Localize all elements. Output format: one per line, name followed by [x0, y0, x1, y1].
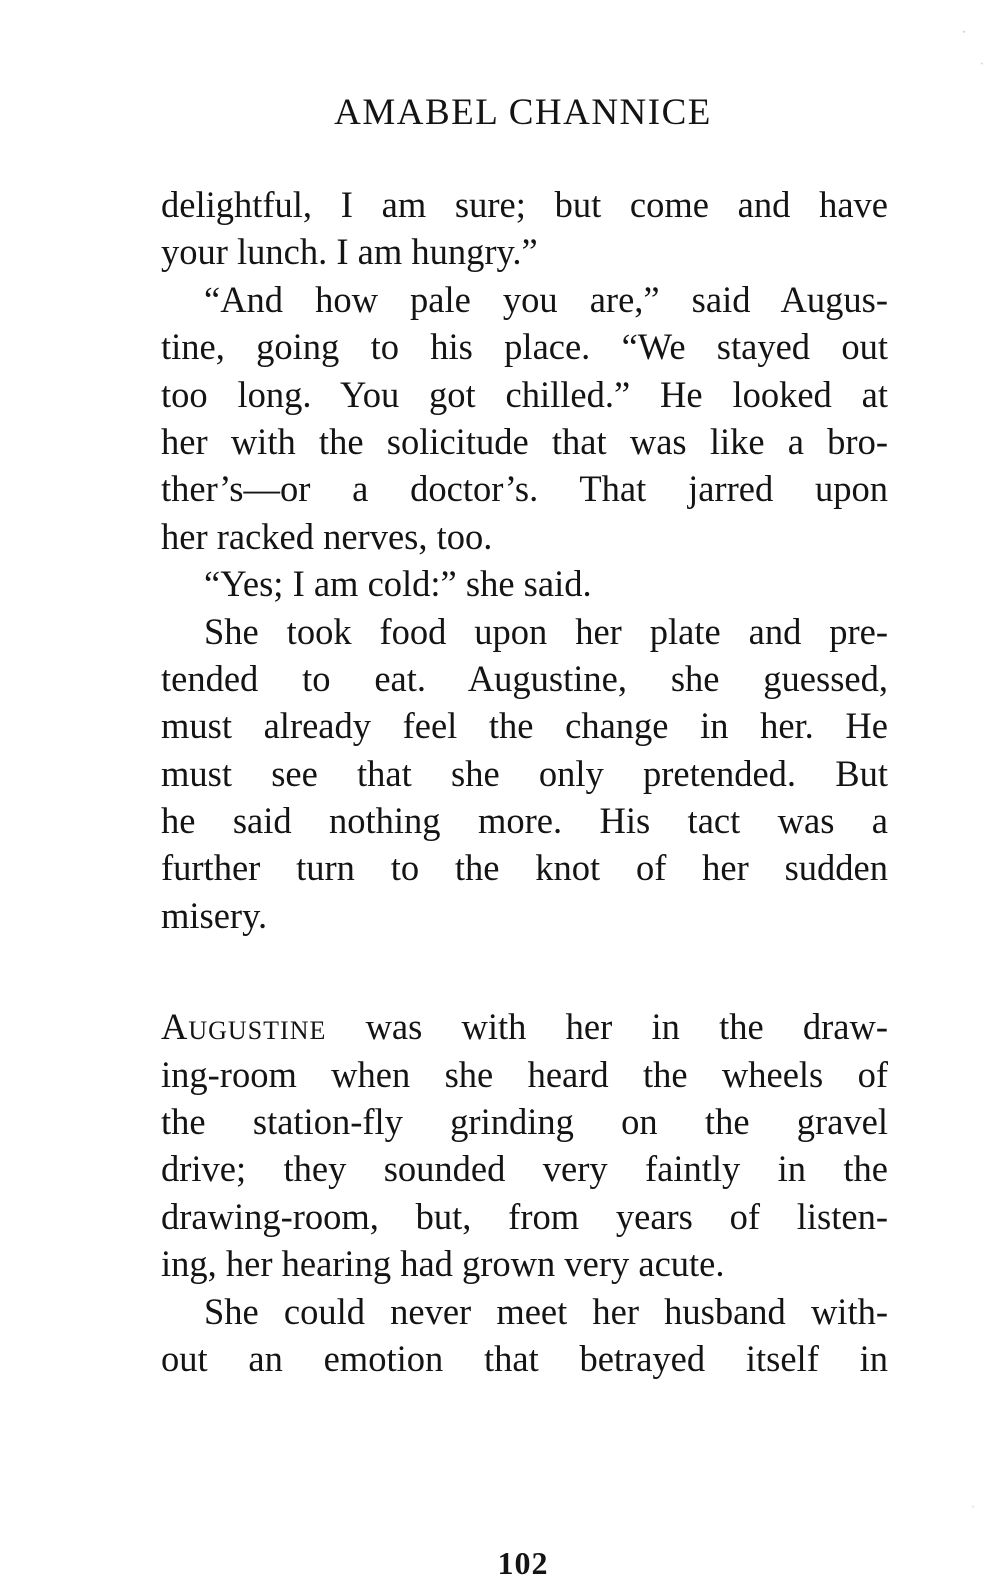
text-line: She took food upon her plate and pre-: [204, 610, 888, 652]
text-line: he said nothing more. His tact was a: [161, 800, 888, 842]
running-title: AMABEL CHANNICE: [334, 92, 712, 133]
text-line: must see that she only pretended. But: [161, 752, 888, 794]
text-line: “Yes; I am cold:” she said.: [204, 563, 592, 605]
text-line: ing, her hearing had grown very acute.: [161, 1243, 725, 1285]
page-number: 102: [497, 1545, 549, 1581]
text-line: delightful, I am sure; but come and have: [161, 184, 888, 225]
text-line: She could never meet her husband with-: [204, 1290, 888, 1332]
section-break: [161, 939, 888, 1003]
text-line: misery.: [161, 894, 268, 936]
section-opening-line: [161, 1003, 888, 1050]
section-opening-rest: was with her in the draw-: [326, 1006, 888, 1048]
section-lead-word: Augustine: [161, 1006, 327, 1048]
text-line: “And how pale you are,” said Augus-: [204, 278, 888, 320]
text-line: your lunch. I am hungry.”: [161, 231, 538, 273]
body-text: [161, 181, 888, 1382]
text-line: ther’s—or a doctor’s. That jarred upon: [161, 468, 888, 510]
text-line: her racked nerves, too.: [161, 515, 493, 557]
text-line: her with the solicitude that was like a bro-: [161, 420, 888, 462]
text-line: out an emotion that betrayed itself in: [161, 1337, 888, 1379]
text-line: tine, going to his place. “We stayed out: [161, 326, 888, 368]
text-line: must already feel the change in her. He: [161, 705, 888, 747]
text-line: drawing-room, but, from years of listen-: [161, 1195, 888, 1237]
text-line: the station-fly grinding on the gravel: [161, 1101, 888, 1143]
text-line: ing-room when she heard the wheels of: [161, 1053, 888, 1095]
text-line: too long. You got chilled.” He looked at: [161, 373, 888, 415]
page-edge-speckle: [940, 0, 1000, 1586]
text-line: further turn to the knot of her sudden: [161, 847, 888, 889]
text-line: tended to eat. Augustine, she guessed,: [161, 657, 888, 699]
text-line: drive; they sounded very faintly in the: [161, 1148, 888, 1190]
